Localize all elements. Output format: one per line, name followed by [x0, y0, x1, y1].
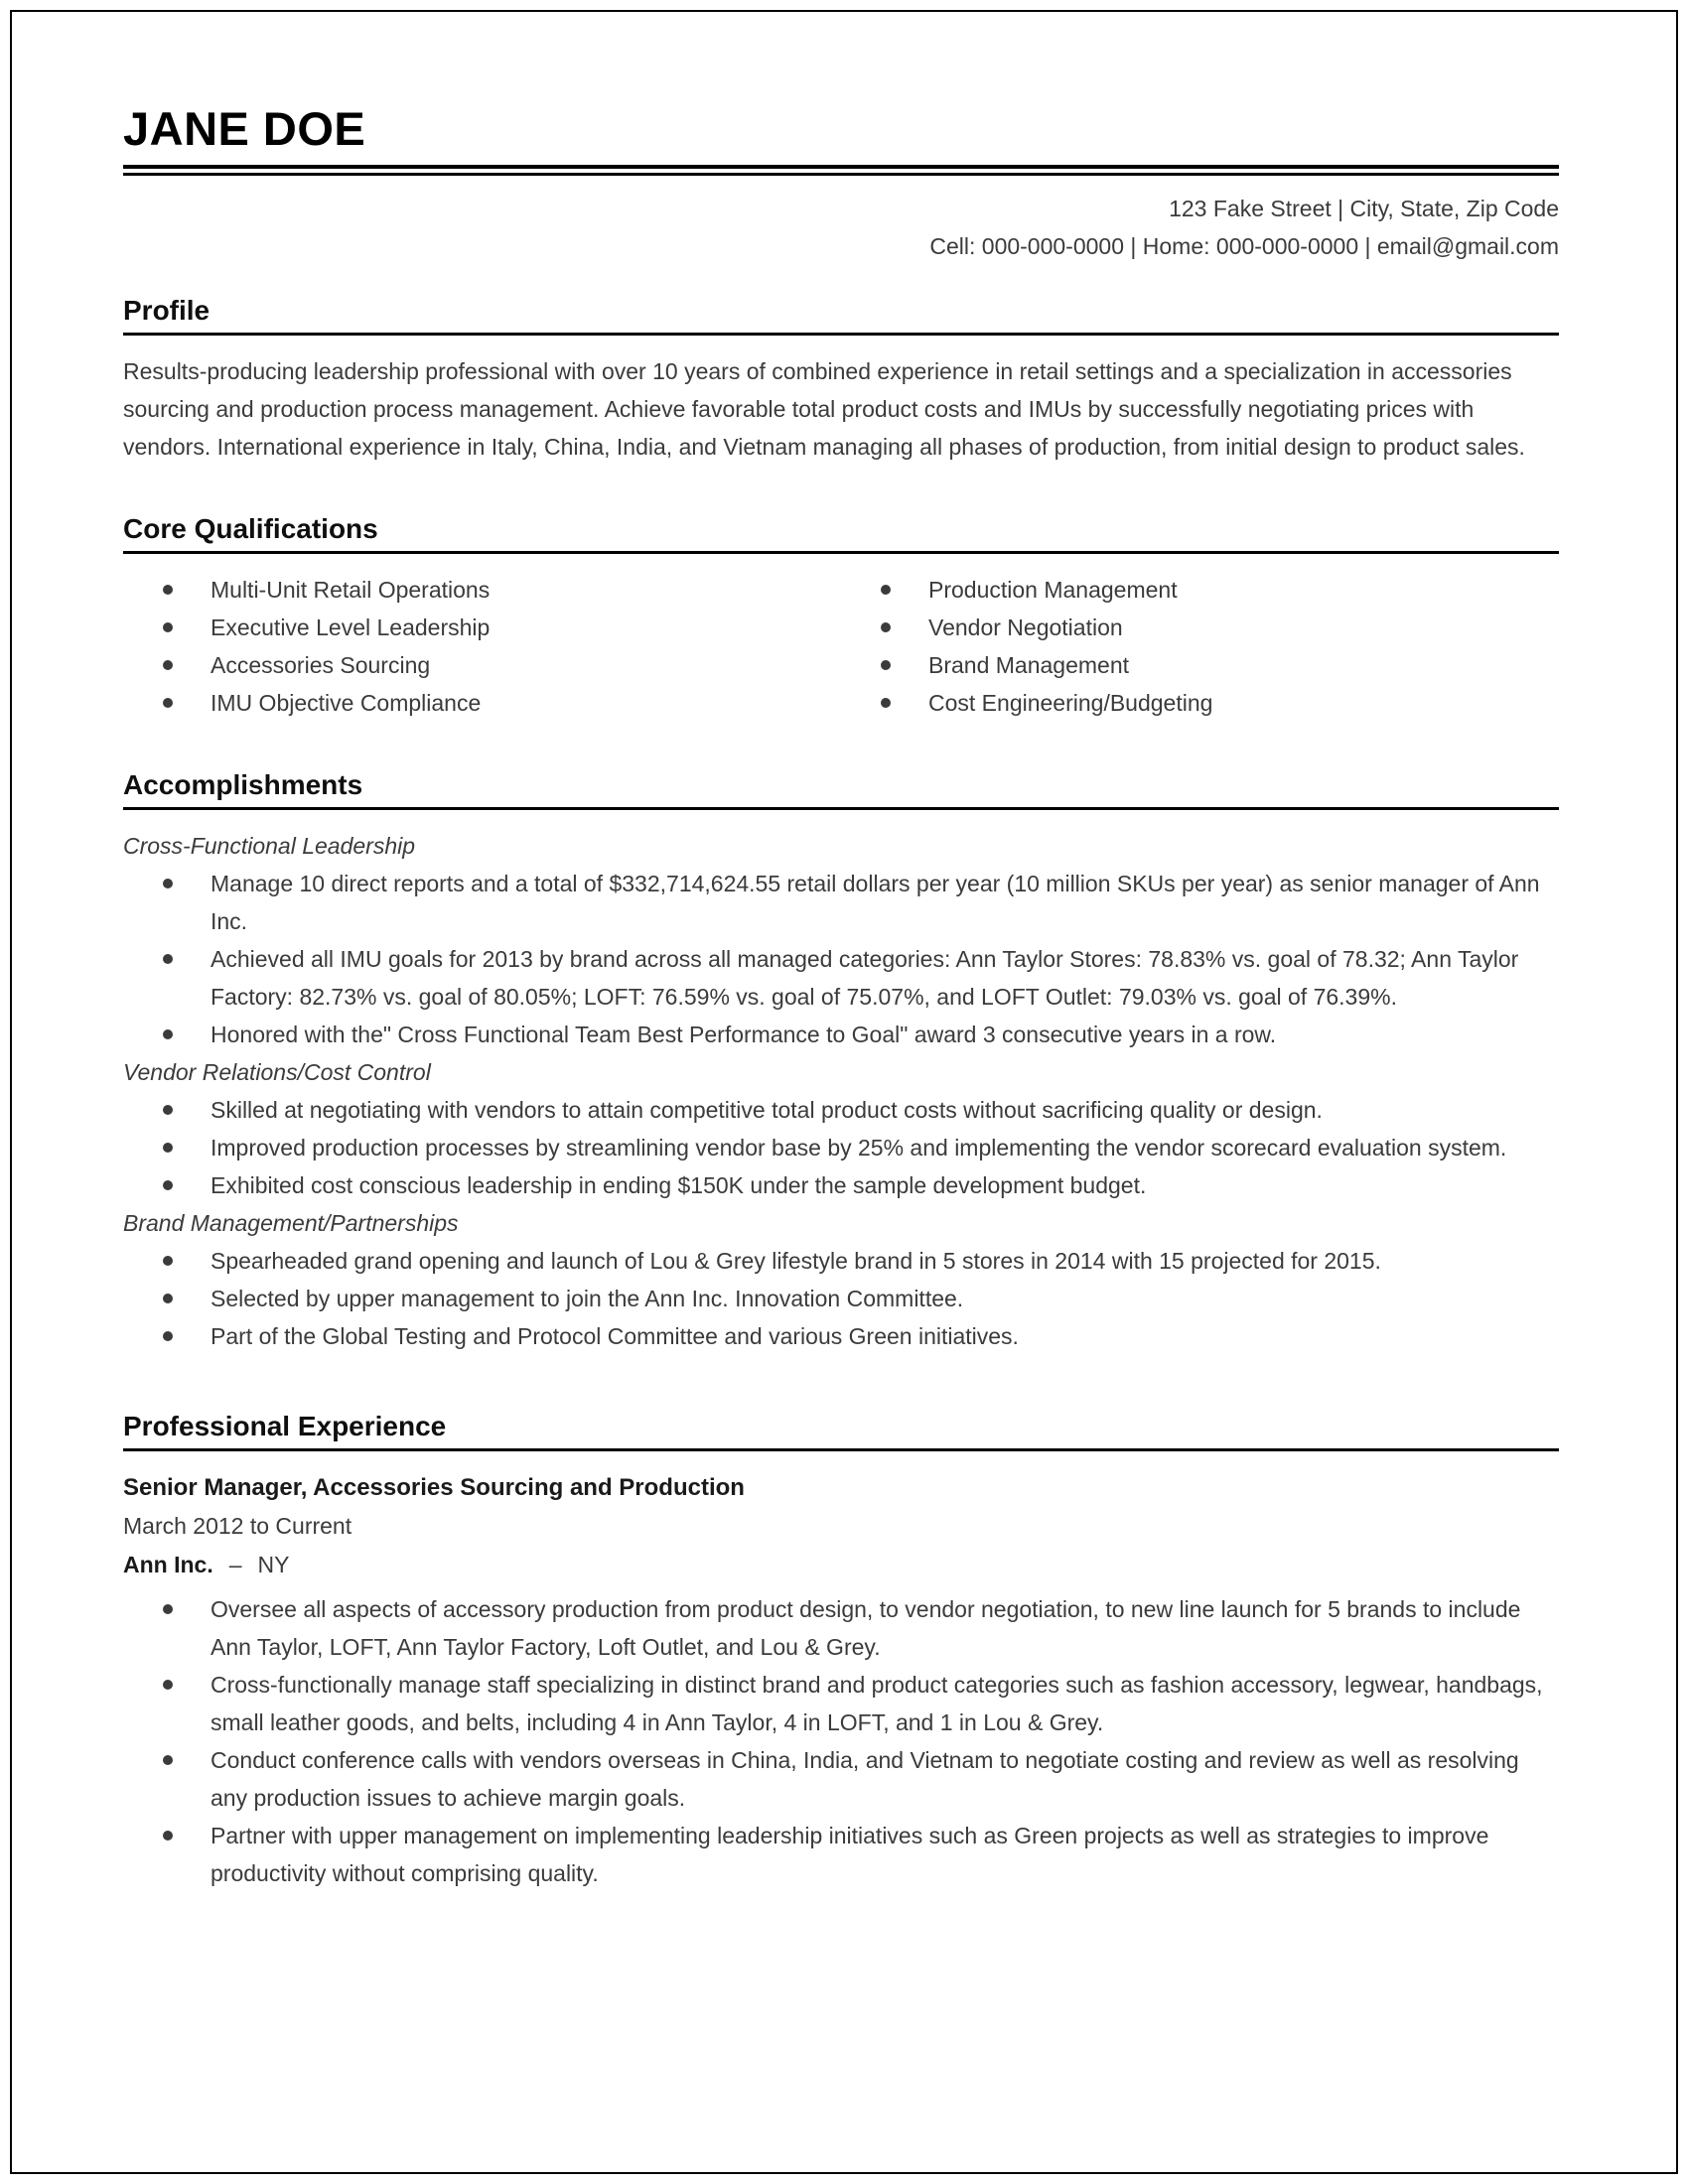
- contact-block: [123, 190, 1559, 265]
- bullet-icon: [881, 660, 891, 670]
- bullet-icon: [163, 1331, 173, 1341]
- name-divider: [123, 165, 1559, 176]
- bullet-icon: [163, 1180, 173, 1190]
- bullet-icon: [163, 1755, 173, 1765]
- bullet-icon: [163, 1143, 173, 1153]
- accomplishment-category: Cross-Functional Leadership: [123, 833, 416, 860]
- company-location: NY: [257, 1552, 290, 1578]
- accomplishment-text: Selected by upper management to join the Ann Inc. Innovation Committee.: [211, 1286, 964, 1312]
- qualification-label: Production Management: [928, 577, 1178, 604]
- accomplishment-text: Achieved all IMU goals for 2013 by brand across all managed categories: Ann Taylor Stores: 78.83% vs. goal of 78.32; Ann Taylor Factory: 82.73% vs. goal of 80.05%; LOFT: 76.59% vs. goal of 75.07%, and LOFT Outlet: 79.03% vs. goal of 76.39%.: [211, 946, 1519, 1011]
- qualification-item: [841, 609, 1559, 646]
- qualification-item: [123, 646, 841, 684]
- qualification-item: [123, 684, 841, 722]
- qualification-label: IMU Objective Compliance: [211, 690, 482, 717]
- accomplishment-text: Spearheaded grand opening and launch of Lou & Grey lifestyle brand in 5 stores in 2014 with 15 projected for 2015.: [211, 1248, 1381, 1275]
- accomplishment-item: [123, 1129, 1559, 1166]
- accomplishment-text: Improved production processes by streamlining vendor base by 25% and implementing the vendor scorecard evaluation system.: [211, 1135, 1507, 1161]
- qualifications-column-right: [841, 571, 1559, 722]
- accomplishment-item: [123, 1166, 1559, 1204]
- qualification-item: [123, 609, 841, 646]
- experience-text: Partner with upper management on implementing leadership initiatives such as Green projects as well as strategies to improve productivity without comprising quality.: [211, 1823, 1489, 1887]
- accomplishment-item: [123, 1016, 1559, 1053]
- bullet-icon: [881, 585, 891, 595]
- bullet-icon: [163, 1105, 173, 1115]
- profile-heading: Profile: [123, 295, 1559, 336]
- experience-item: [123, 1741, 1559, 1817]
- experience-text: Cross-functionally manage staff specializing in distinct brand and product categories such as fashion accessory, legwear, handbags, small leather goods, and belts, including 4 in Ann Taylor, 4 in LOFT, and 1 in Lou & Grey.: [211, 1672, 1543, 1736]
- qualification-label: Accessories Sourcing: [211, 652, 431, 679]
- bullet-icon: [163, 1256, 173, 1266]
- qualification-item: [841, 684, 1559, 722]
- accomplishment-category: Vendor Relations/Cost Control: [123, 1059, 431, 1086]
- bullet-icon: [881, 622, 891, 632]
- accomplishment-item: [123, 865, 1559, 940]
- qualification-label: Brand Management: [928, 652, 1130, 679]
- bullet-icon: [163, 698, 173, 708]
- accomplishment-text: Honored with the" Cross Functional Team Best Performance to Goal" award 3 consecutive years in a row.: [211, 1022, 1277, 1048]
- company-name: Ann Inc.: [123, 1552, 213, 1578]
- bullet-icon: [163, 1029, 173, 1039]
- bullet-icon: [163, 1294, 173, 1303]
- job-dates: March 2012 to Current: [123, 1513, 352, 1540]
- core-qualifications-list: [123, 571, 1559, 722]
- qualifications-column-left: [123, 571, 841, 722]
- qualification-label: Multi-Unit Retail Operations: [211, 577, 491, 604]
- experience-text: Oversee all aspects of accessory production from product design, to vendor negotiation, to new line launch for 5 brands to include Ann Taylor, LOFT, Ann Taylor Factory, Loft Outlet, and Lou & Grey.: [211, 1596, 1521, 1661]
- accomplishment-category: Brand Management/Partnerships: [123, 1210, 459, 1237]
- profile-text: Results-producing leadership professional with over 10 years of combined experience in retail settings and a specialization in accessories sourcing and production process management. Achieve favorable total product costs and IMUs by successfully negotiating prices with vendors. International experience in Italy, China, India, and Vietnam managing all phases of production, from initial design to product sales.: [123, 357, 1525, 460]
- bullet-icon: [163, 585, 173, 595]
- accomplishments-heading: Accomplishments: [123, 769, 1559, 810]
- bullet-icon: [163, 660, 173, 670]
- accomplishment-text: Skilled at negotiating with vendors to attain competitive total product costs without sacrificing quality or design.: [211, 1097, 1323, 1124]
- experience-item: [123, 1666, 1559, 1741]
- accomplishment-text: Exhibited cost conscious leadership in ending $150K under the sample development budget.: [211, 1172, 1147, 1199]
- bullet-icon: [163, 1604, 173, 1614]
- company-line: [123, 1546, 1559, 1584]
- accomplishment-text: Manage 10 direct reports and a total of $332,714,624.55 retail dollars per year (10 million SKUs per year) as senior manager of Ann Inc.: [211, 871, 1540, 935]
- accomplishment-text: Part of the Global Testing and Protocol Committee and various Green initiatives.: [211, 1323, 1019, 1350]
- bullet-icon: [163, 1680, 173, 1690]
- experience-item: [123, 1817, 1559, 1892]
- bullet-icon: [163, 954, 173, 964]
- core-qualifications-heading: Core Qualifications: [123, 513, 1559, 554]
- bullet-icon: [163, 879, 173, 888]
- accomplishment-item: [123, 1242, 1559, 1280]
- bullet-icon: [163, 622, 173, 632]
- company-location-dash: –: [228, 1552, 242, 1578]
- qualification-label: Vendor Negotiation: [928, 614, 1123, 641]
- qualification-label: Executive Level Leadership: [211, 614, 491, 641]
- qualification-item: [123, 571, 841, 609]
- professional-experience-heading: Professional Experience: [123, 1411, 1559, 1451]
- qualification-label: Cost Engineering/Budgeting: [928, 690, 1213, 717]
- bullet-icon: [163, 1831, 173, 1841]
- experience-item: [123, 1590, 1559, 1666]
- accomplishment-item: [123, 1280, 1559, 1317]
- resume-page: [10, 10, 1678, 2174]
- qualification-item: [841, 646, 1559, 684]
- name-heading: JANE DOE: [123, 102, 366, 155]
- contact-address: 123 Fake Street | City, State, Zip Code: [1169, 195, 1559, 221]
- experience-text: Conduct conference calls with vendors overseas in China, India, and Vietnam to negotiate costing and review as well as resolving any production issues to achieve margin goals.: [211, 1747, 1519, 1812]
- accomplishment-item: [123, 1317, 1559, 1355]
- bullet-icon: [881, 698, 891, 708]
- contact-phones-email: Cell: 000-000-0000 | Home: 000-000-0000 | email@gmail.com: [929, 232, 1559, 259]
- job-title: Senior Manager, Accessories Sourcing and Production: [123, 1474, 745, 1502]
- accomplishment-item: [123, 1091, 1559, 1129]
- accomplishment-item: [123, 940, 1559, 1016]
- qualification-item: [841, 571, 1559, 609]
